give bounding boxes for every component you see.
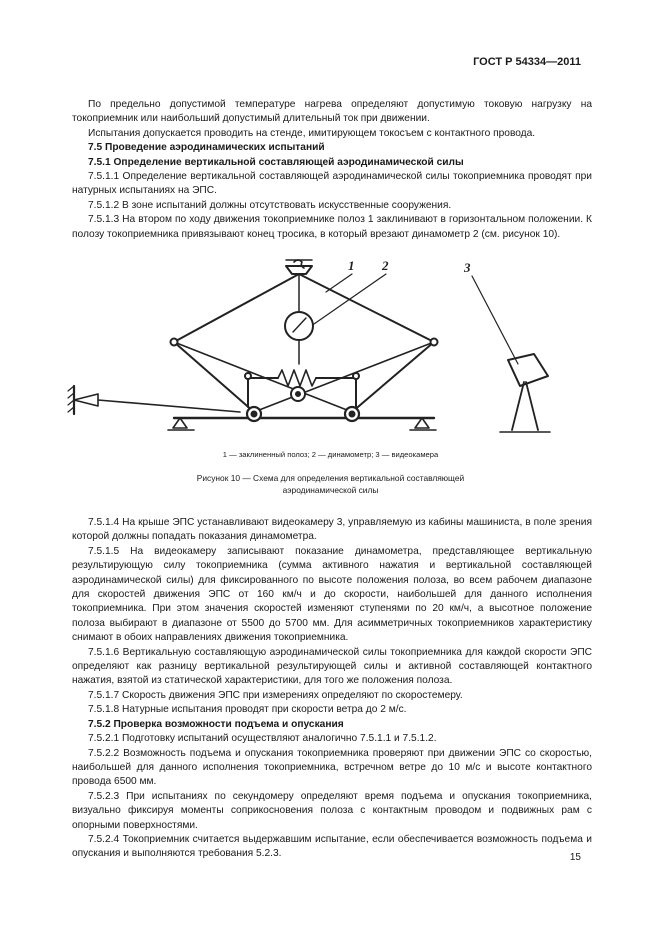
paragraph: 7.5.1.5 На видеокамеру записывают показание динамометра, представляющее вертикальную результирующую силу токоприемника (сумма активного нажатия и вертикальной составляющей аэродинамической силы) для фиксированного по высоте положения полоза, во всем рабочем диапазоне для скоростей движения ЭПС от 160 км/ч и до скорости, наибольшей для данного исполнения токоприемника. При этом значения скоростей изменяют ступенями по 20 км/ч, а высотное положение полоза выбирают в диапазоне от 5500 до 5700 мм. Для асимметричных токоприемников характеристику снимают в обоих направлениях движения токоприемника. [72,545,592,644]
centre-roller-hub [296,392,300,396]
tow-rope [98,400,240,412]
anchor-clamp [74,394,98,406]
lower-arm-right [352,342,434,412]
paragraph: 7.5.2.4 Токоприемник считается выдержавшим испытание, если обеспечивается возможность подъема и опускания и выполняются требования 5.2.3. [72,833,592,860]
section-heading: 7.5.1 Определение вертикальной составляющей аэродинамической силы [88,156,464,168]
label-2: 2 [382,258,389,273]
label-3: 3 [464,260,471,275]
video-camera-icon [508,354,548,386]
pivot-right [431,339,438,346]
paragraph: 7.5.2.2 Возможность подъема и опускания токоприемника проверяют при движении ЭПС со скоростью, наибольшей для данного исполнения токоприемника, встречном ветре до 10 м/с и высоте контактного провода 6500 мм. [72,747,592,788]
leader-2 [314,274,386,324]
paragraph: 7.5.1.1 Определение вертикальной составляющей аэродинамической силы токоприемника проводят при натурных испытаниях на ЭПС. [72,171,592,197]
paragraph: 7.5.1.6 Вертикальную составляющую аэродинамической силы токоприемника для каждой скорости ЭПС определяют как разницу вертикальной результирующей силы и активной составляющей контактного нажатия, взятой из статической характеристики, для того же положения полоза. [72,646,592,687]
spring-icon [278,370,316,386]
spring-joint-right [353,373,359,379]
paragraph: 7.5.1.3 На втором по ходу движения токоприемнике полоз 1 заклинивают в горизонтальном положении. К полозу токоприемника привязывают конец тросика, в который врезают динамометр 2 (см. рисунок 10). [72,214,592,240]
text-block-bottom [72,516,592,862]
camera-leg-left [512,382,524,430]
upper-arm-left [174,274,299,342]
wheel-left-hub [252,412,257,417]
figure-caption-line1: Рисунок 10 — Схема для определения вертикальной составляющей [196,473,465,483]
camera-leg-right [526,382,538,430]
section-heading: 7.5 Проведение аэродинамических испытаний [88,142,325,154]
label-1: 1 [348,258,355,273]
paragraph: 7.5.1.7 Скорость движения ЭПС при измерениях определяют по скоростемеру. [88,689,463,701]
pan-head [286,266,312,274]
lower-arm-left [174,342,254,412]
pantograph-schematic [60,252,600,452]
section-heading: 7.5.2 Проверка возможности подъема и опускания [88,718,344,730]
figure-caption [0,472,661,496]
figure-10 [60,252,600,452]
paragraph: 7.5.2.3 При испытаниях по секундомеру определяют время подъема и опускания токоприемника, визуально фиксируя моменты соприкосновения полоза с контактным проводом и подвижных рам с опорными поверхностями. [72,790,592,831]
text-block-top [72,98,592,242]
figure-legend: 1 — заклиненный полоз; 2 — динамометр; 3 — видеокамера [222,450,439,459]
page-number: 15 [569,852,581,863]
paragraph: 7.5.1.8 Натурные испытания проводят при скорости ветра до 2 м/с. [88,704,407,716]
leader-3 [472,276,518,364]
figure-caption-line2: аэродинамической силы [282,485,379,495]
paragraph: 7.5.1.2 В зоне испытаний должны отсутствовать искусственные сооружения. [88,199,452,211]
leader-1 [326,274,352,292]
wheel-right-hub [350,412,355,417]
support-right [415,418,429,428]
paragraph: По предельно допустимой температуре нагрева определяют допустимую токовую нагрузку на токоприемник или наибольший допустимый длительный ток при движении. [72,99,592,125]
document-header: ГОСТ Р 54334—2011 [473,56,581,68]
upper-arm-right [299,274,434,342]
support-left [173,418,187,428]
paragraph: Испытания допускается проводить на стенде, имитирующем токосъем с контактного провода. [88,127,536,139]
spring-joint-left [245,373,251,379]
paragraph: 7.5.1.4 На крыше ЭПС устанавливают видеокамеру 3, управляемую из кабины машиниста, в поле зрения которой должны попадать показания динамометра. [72,517,592,543]
paragraph: 7.5.2.1 Подготовку испытаний осуществляют аналогично 7.5.1.1 и 7.5.1.2. [88,733,437,745]
pivot-left [171,339,178,346]
